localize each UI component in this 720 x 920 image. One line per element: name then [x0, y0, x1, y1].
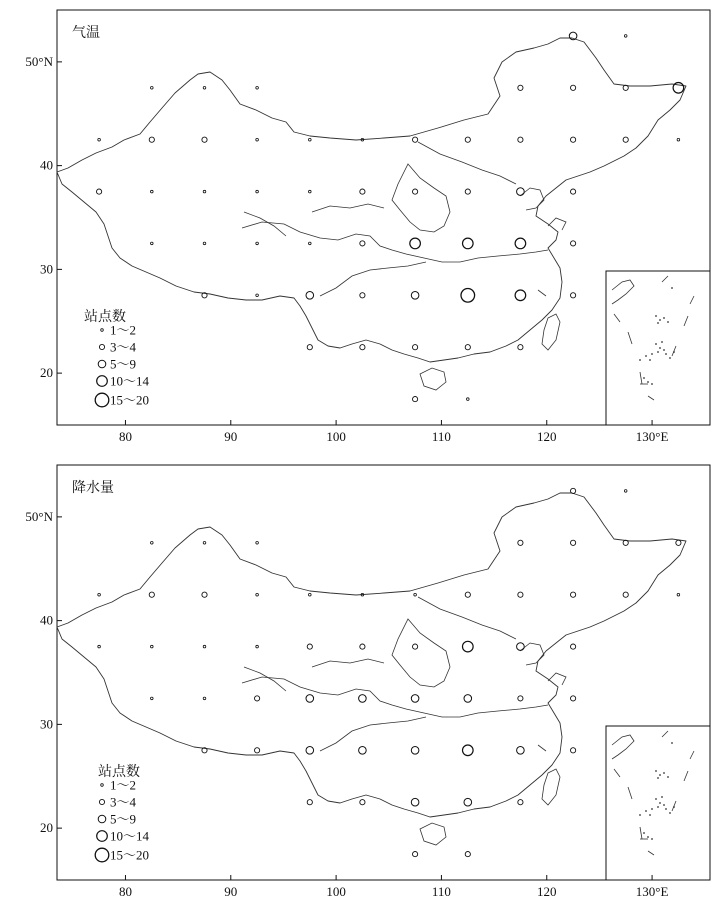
station-marker	[202, 137, 207, 142]
station-marker	[359, 747, 367, 755]
station-marker	[571, 696, 576, 701]
station-marker	[360, 800, 365, 805]
station-marker	[256, 242, 259, 245]
legend	[84, 308, 150, 408]
station-marker	[203, 697, 206, 700]
station-marker	[623, 540, 628, 545]
station-marker	[623, 137, 628, 142]
station-marker	[411, 292, 419, 300]
x-tick-label: 130°E	[635, 884, 669, 899]
station-marker	[465, 592, 470, 597]
station-marker	[151, 87, 154, 90]
station-marker	[571, 644, 576, 649]
y-tick-label: 50°N	[25, 53, 53, 69]
x-tick-label: 90	[224, 429, 238, 444]
station-marker	[465, 189, 470, 194]
legend-symbol	[95, 393, 109, 407]
station-marker	[255, 748, 260, 753]
station-marker	[307, 345, 312, 350]
station-marker	[255, 696, 260, 701]
station-marker	[151, 697, 154, 700]
station-marker	[306, 292, 314, 300]
station-marker	[413, 137, 418, 142]
station-marker	[309, 242, 312, 245]
x-tick-label: 130°E	[635, 429, 669, 444]
temperature-panel	[25, 10, 710, 444]
station-marker	[307, 644, 312, 649]
legend-symbol	[98, 360, 106, 368]
station-marker	[414, 593, 417, 596]
station-marker	[203, 242, 206, 245]
station-marker	[306, 695, 314, 703]
station-marker	[518, 345, 523, 350]
south-china-sea-inset	[606, 271, 710, 425]
station-marker	[624, 35, 627, 38]
station-marker	[256, 593, 259, 596]
legend	[95, 763, 149, 863]
station-marker	[360, 293, 365, 298]
station-marker	[413, 852, 418, 857]
station-marker	[410, 238, 421, 249]
station-marker	[149, 592, 154, 597]
station-marker	[98, 593, 101, 596]
china-boundary-map	[57, 493, 686, 845]
china-boundary-map	[57, 38, 686, 390]
x-axis	[119, 875, 668, 899]
station-markers	[97, 32, 684, 402]
station-marker	[256, 87, 259, 90]
station-marker	[98, 138, 101, 141]
station-marker	[256, 294, 259, 297]
station-marker	[571, 189, 576, 194]
x-axis	[119, 420, 668, 444]
station-marker	[467, 398, 470, 401]
station-marker	[571, 85, 576, 90]
y-tick-label: 30	[40, 716, 53, 732]
y-tick-label: 40	[40, 612, 53, 628]
station-marker	[360, 189, 365, 194]
station-marker	[571, 293, 576, 298]
station-marker	[360, 644, 365, 649]
station-marker	[465, 345, 470, 350]
station-marker	[461, 289, 475, 303]
station-marker	[518, 696, 523, 701]
station-marker	[149, 137, 154, 142]
legend-label: 15～20	[110, 847, 150, 863]
station-marker	[97, 189, 102, 194]
station-marker	[151, 645, 154, 648]
station-marker	[203, 87, 206, 90]
station-marker	[464, 798, 472, 806]
station-marker	[151, 242, 154, 245]
station-marker	[515, 290, 526, 301]
panel-title: 降水量	[72, 480, 114, 496]
legend-symbol	[99, 799, 104, 804]
station-marker	[203, 190, 206, 193]
station-marker	[518, 137, 523, 142]
station-marker	[463, 641, 474, 652]
station-marker	[571, 540, 576, 545]
station-marker	[571, 488, 576, 493]
x-tick-label: 100	[326, 884, 346, 899]
station-marker	[411, 747, 419, 755]
station-marker	[359, 695, 367, 703]
south-china-sea-inset	[606, 726, 710, 880]
station-marker	[571, 241, 576, 246]
station-marker	[309, 593, 312, 596]
legend-label: 10～14	[110, 828, 150, 844]
station-marker	[676, 540, 681, 545]
station-marker	[256, 138, 259, 141]
station-marker	[623, 85, 628, 90]
x-tick-label: 80	[118, 429, 132, 444]
station-marker	[413, 345, 418, 350]
legend-symbol	[101, 329, 104, 332]
x-tick-label: 110	[431, 429, 451, 444]
legend-symbol	[95, 848, 109, 862]
station-marker	[515, 238, 526, 249]
legend-title: 站点数	[98, 764, 140, 780]
station-marker	[517, 747, 525, 755]
legend-symbol	[99, 344, 104, 349]
station-marker	[463, 238, 474, 249]
station-marker	[309, 138, 312, 141]
station-marker	[463, 745, 474, 756]
x-tick-label: 90	[224, 884, 238, 899]
station-marker	[411, 695, 419, 703]
x-tick-label: 120	[537, 884, 557, 899]
station-marker	[518, 592, 523, 597]
station-marker	[518, 540, 523, 545]
legend-label: 1～2	[110, 777, 137, 793]
station-marker	[203, 645, 206, 648]
station-marker	[623, 592, 628, 597]
station-markers	[98, 488, 681, 856]
legend-label: 5～9	[110, 811, 137, 827]
station-marker	[98, 645, 101, 648]
station-marker	[464, 695, 472, 703]
station-marker	[306, 747, 314, 755]
station-marker	[360, 345, 365, 350]
station-marker	[256, 190, 259, 193]
station-marker	[202, 592, 207, 597]
station-marker	[413, 397, 418, 402]
legend-label: 10～14	[110, 373, 150, 389]
station-marker	[465, 137, 470, 142]
panel-title: 气温	[72, 25, 100, 41]
station-marker	[624, 490, 627, 493]
station-marker	[151, 190, 154, 193]
station-marker	[309, 190, 312, 193]
station-marker	[411, 798, 419, 806]
precipitation-panel	[25, 465, 710, 899]
x-tick-label: 80	[118, 884, 132, 899]
station-marker	[307, 800, 312, 805]
legend-label: 1～2	[110, 322, 137, 338]
x-tick-label: 120	[537, 429, 557, 444]
station-marker	[571, 137, 576, 142]
y-tick-label: 30	[40, 261, 53, 277]
y-tick-label: 50°N	[25, 508, 53, 524]
station-marker	[413, 644, 418, 649]
station-marker	[677, 593, 680, 596]
station-marker	[151, 542, 154, 545]
x-tick-label: 100	[326, 429, 346, 444]
station-marker	[360, 241, 365, 246]
legend-symbol	[97, 831, 108, 842]
station-marker	[203, 542, 206, 545]
legend-symbol	[98, 815, 106, 823]
legend-symbol	[97, 376, 108, 387]
station-marker	[518, 800, 523, 805]
station-marker	[673, 83, 684, 94]
y-tick-label: 20	[40, 820, 53, 836]
legend-symbol	[101, 784, 104, 787]
station-marker	[571, 592, 576, 597]
station-marker	[518, 85, 523, 90]
station-marker	[517, 643, 525, 651]
legend-title: 站点数	[84, 309, 126, 325]
legend-label: 15～20	[110, 392, 150, 408]
y-tick-label: 20	[40, 365, 53, 381]
station-marker	[677, 138, 680, 141]
station-marker	[465, 852, 470, 857]
station-marker	[517, 188, 525, 196]
y-tick-label: 40	[40, 157, 53, 173]
station-marker	[256, 542, 259, 545]
legend-label: 3～4	[110, 339, 137, 355]
legend-label: 5～9	[110, 356, 137, 372]
station-marker	[256, 645, 259, 648]
legend-label: 3～4	[110, 794, 137, 810]
x-tick-label: 110	[431, 884, 451, 899]
station-marker	[413, 189, 418, 194]
station-marker	[571, 748, 576, 753]
